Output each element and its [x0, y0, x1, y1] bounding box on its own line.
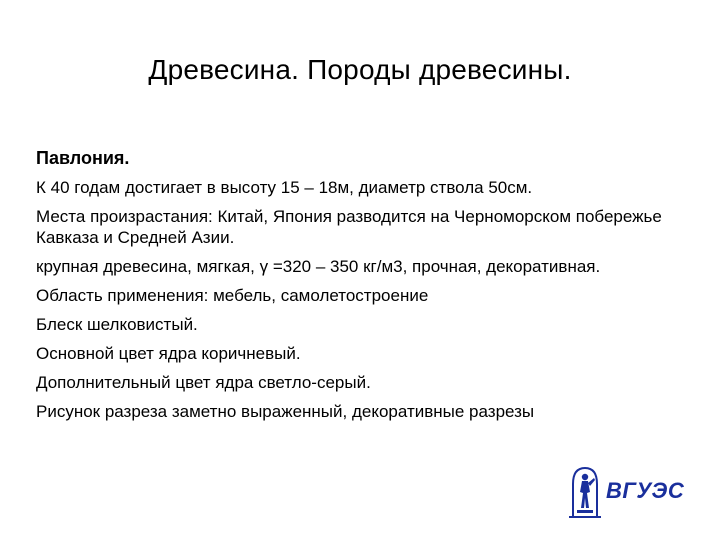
paragraph-properties: крупная древесина, мягкая, γ =320 – 350 кг/м3, прочная, декоративная.: [36, 257, 601, 276]
logo: [561, 462, 685, 522]
paragraph-core-color: Основной цвет ядра коричневый.: [36, 344, 301, 363]
paragraph-cut-pattern: Рисунок разреза заметно выраженный, декоративные разрезы: [36, 402, 535, 421]
university-emblem-icon: [565, 462, 605, 520]
paragraph-secondary-color: Дополнительный цвет ядра светло-серый.: [36, 373, 371, 392]
logo-text: ВГУЭС: [606, 478, 685, 503]
paragraph-application: Область применения: мебель, самолетостроение: [36, 286, 429, 305]
paragraph-habitat: Места произрастания: Китай, Япония разводится на Черноморском побережье Кавказа и Средней Азии.: [36, 207, 662, 247]
slide-content: [36, 147, 686, 430]
paragraph-height: К 40 годам достигает в высоту 15 – 18м, диаметр ствола 50см.: [36, 178, 533, 197]
section-heading: Павлония.: [36, 148, 130, 168]
slide-title: Древесина. Породы древесины.: [148, 54, 572, 85]
paragraph-luster: Блеск шелковистый.: [36, 315, 198, 334]
